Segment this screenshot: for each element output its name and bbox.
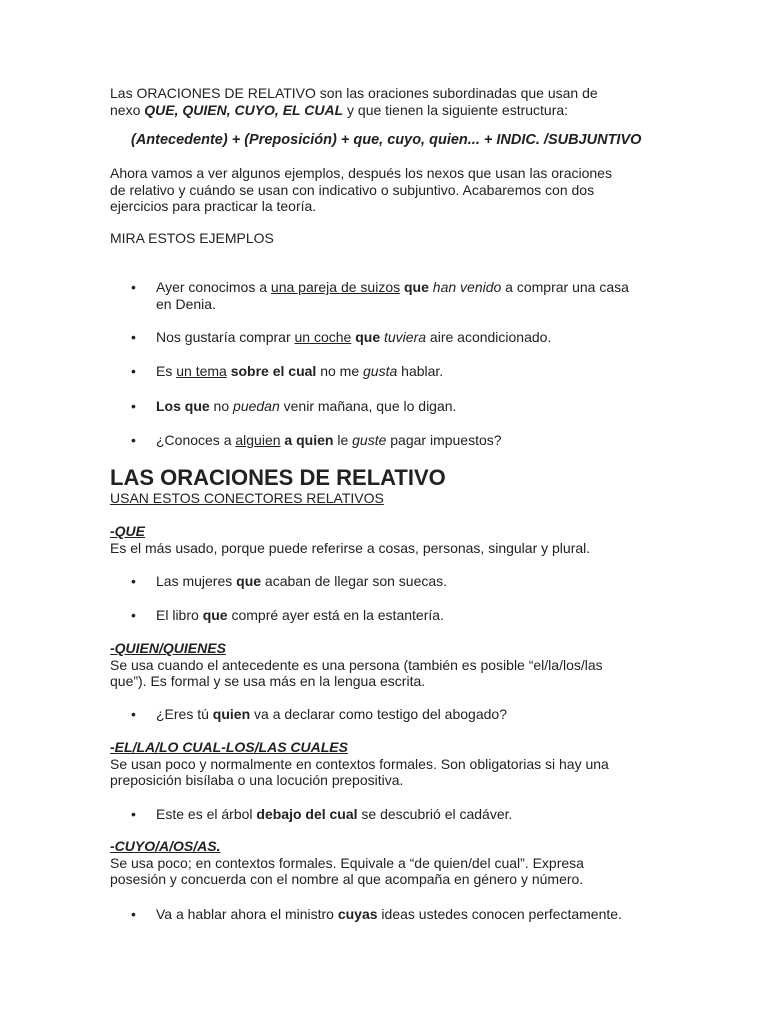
bullet: • — [131, 398, 136, 414]
cual-line-1: Se usan poco y normalmente en contextos formales. Son obligatorias si hay una — [110, 755, 609, 772]
text: no me — [316, 363, 364, 379]
que-section — [110, 523, 670, 556]
relative-connector: sobre el cual — [230, 363, 317, 379]
text: pagar impuestos? — [386, 432, 502, 448]
text: Las mujeres — [156, 573, 237, 589]
mira-heading: MIRA ESTOS EJEMPLOS — [110, 230, 274, 246]
example-1 — [156, 279, 676, 312]
section-title: LAS ORACIONES DE RELATIVO — [110, 465, 446, 490]
verb: han venido — [432, 279, 502, 295]
text: Este es el árbol — [156, 806, 257, 822]
intro-line-2-post: y que tienen la siguiente estructura: — [343, 101, 569, 118]
verb: puedan — [233, 398, 280, 414]
relative-connector: a quien — [284, 432, 334, 448]
que-heading: -QUE — [110, 523, 145, 539]
para2-line-3: ejercicios para practicar la teoría. — [110, 198, 317, 214]
bullet: • — [131, 279, 136, 295]
para2-line-2: de relativo y cuándo se usan con indicativo o subjuntivo. Acabaremos con dos — [110, 181, 595, 198]
text: Nos gustaría comprar — [156, 329, 295, 345]
example-5 — [156, 432, 676, 449]
relative-connector: quien — [212, 706, 251, 722]
text: Va a hablar ahora el ministro — [156, 906, 338, 922]
text: a comprar una casa — [501, 279, 629, 295]
cuyo-line-1: Se usa poco; en contextos formales. Equivale a “de quien/del cual”. Expresa — [110, 854, 584, 871]
example-3 — [156, 363, 676, 380]
bullet: • — [131, 329, 136, 345]
text: El libro — [156, 607, 203, 623]
cuyo-example-1 — [156, 906, 676, 923]
text: venir mañana, que lo digan. — [279, 398, 457, 414]
quien-heading: -QUIEN/QUIENES — [110, 640, 226, 656]
example-4 — [156, 398, 676, 415]
text: Es — [156, 363, 177, 379]
cuyo-heading: -CUYO/A/OS/AS. — [110, 838, 221, 854]
example-1-line-1 — [156, 279, 676, 296]
intro-line-2 — [110, 102, 670, 119]
second-paragraph — [110, 165, 670, 215]
bullet: • — [131, 432, 136, 448]
text: ¿Eres tú — [156, 706, 213, 722]
relative-connector: que — [404, 279, 429, 295]
intro-line-2-pre: nexo — [110, 101, 145, 118]
verb: tuviera — [384, 329, 427, 345]
relative-connector: que — [236, 573, 262, 589]
cual-section — [110, 739, 670, 789]
intro-line-1: Las ORACIONES DE RELATIVO son las oraciones subordinadas que usan de — [110, 85, 598, 101]
bullet: • — [131, 806, 136, 822]
que-description: Es el más usado, porque puede referirse a cosas, personas, singular y plural. — [110, 539, 591, 556]
cual-example-1 — [156, 806, 676, 823]
text: ¿Conoces a — [156, 432, 236, 448]
quien-section — [110, 640, 670, 690]
text: va a declarar como testigo del abogado? — [250, 706, 507, 722]
text: no — [209, 398, 234, 414]
bullet: • — [131, 607, 136, 623]
cual-line-2: preposición bisílaba o una locución prepositiva. — [110, 772, 404, 788]
antecedent: un coche — [294, 329, 352, 345]
text: hablar. — [397, 363, 444, 379]
text: acaban de llegar son suecas. — [261, 573, 448, 589]
quien-line-1: Se usa cuando el antecedente es una persona (también es posible “el/la/los/las — [110, 656, 603, 673]
cuyo-line-2: posesión y concuerda con el nombre al que acompaña en género y número. — [110, 871, 584, 887]
relative-connector: debajo del cual — [256, 806, 358, 822]
cuyo-section — [110, 838, 670, 888]
relative-connector: que — [202, 607, 228, 623]
bullet: • — [131, 573, 136, 589]
text: aire acondicionado. — [426, 329, 552, 345]
antecedent: una pareja de suizos — [270, 279, 401, 295]
verb: guste — [352, 432, 387, 448]
quien-example-1 — [156, 706, 676, 723]
que-example-2 — [156, 607, 676, 624]
que-example-1 — [156, 573, 676, 590]
structure-formula: (Antecedente) + (Preposición) + que, cuyo, quien... + INDIC. /SUBJUNTIVO — [131, 132, 642, 148]
relative-connector: que — [355, 329, 381, 345]
antecedent: un tema — [176, 363, 227, 379]
para2-line-1: Ahora vamos a ver algunos ejemplos, después los nexos que usan las oraciones — [110, 165, 612, 181]
text: le — [333, 432, 353, 448]
antecedent: alguien — [235, 432, 281, 448]
section-subtitle: USAN ESTOS CONECTORES RELATIVOS — [110, 490, 384, 506]
cual-heading: -EL/LA/LO CUAL-LOS/LAS CUALES — [110, 739, 348, 755]
text: ideas ustedes conocen perfectamente. — [377, 906, 622, 922]
relative-connector: cuyas — [337, 906, 378, 922]
bullet: • — [131, 363, 136, 379]
text: compré ayer está en la estantería. — [227, 607, 444, 623]
intro-paragraph — [110, 85, 670, 118]
bullet: • — [131, 706, 136, 722]
verb: gusta — [363, 363, 398, 379]
quien-line-2: que”). Es formal y se usa más en la lengua escrita. — [110, 673, 426, 689]
intro-nexos: QUE, QUIEN, CUYO, EL CUAL — [144, 101, 344, 118]
example-1-line-2: en Denia. — [156, 295, 216, 312]
example-2 — [156, 329, 676, 346]
text: se descubrió el cadáver. — [357, 806, 513, 822]
text: Ayer conocimos a — [156, 279, 271, 295]
relative-connector: Los que — [156, 398, 210, 414]
bullet: • — [131, 906, 136, 922]
